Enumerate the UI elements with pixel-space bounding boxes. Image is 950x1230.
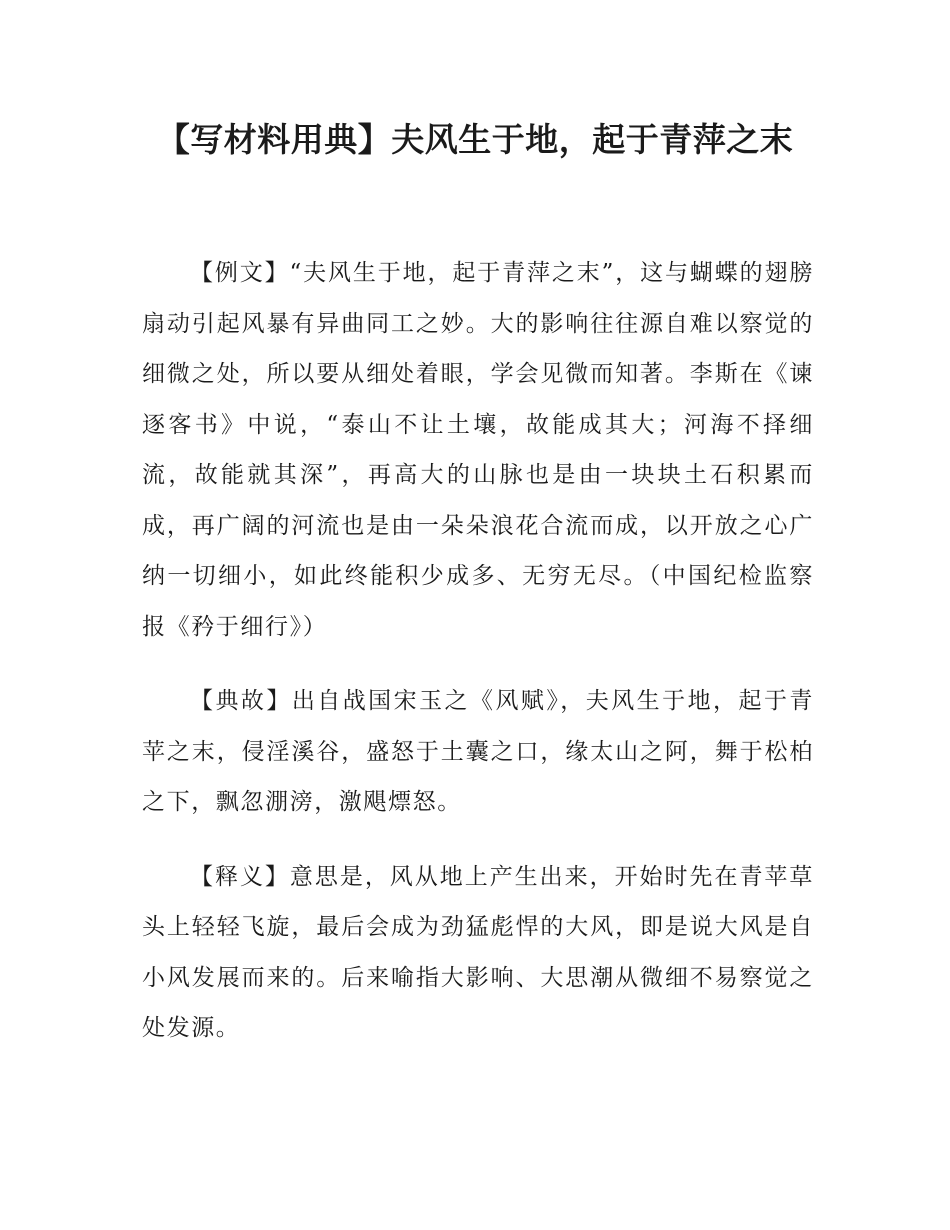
document-title: 【写材料用典】夫风生于地，起于青萍之末 <box>156 120 794 159</box>
meaning-paragraph: 【释义】意思是，风从地上产生出来，开始时先在青苹草头上轻轻飞旋，最后会成为劲猛彪悍的大风，即是说大风是自小风发展而来的。后来喻指大影响、大思潮从微细不易察觉之处发源。 <box>142 863 814 1041</box>
allusion-paragraph: 【典故】出自战国宋玉之《风赋》，夫风生于地，起于青苹之末，侵淫溪谷，盛怒于土囊之口，缘太山之阿，舞于松柏之下，飘忽淜滂，激飓熛怒。 <box>142 688 814 815</box>
document-body <box>142 248 814 1078</box>
example-paragraph: 【例文】“夫风生于地，起于青萍之末”，这与蝴蝶的翅膀扇动引起风暴有异曲同工之妙。大的影响往往源自难以察觉的细微之处，所以要从细处着眼，学会见微而知著。李斯在《谏逐客书》中说，“泰山不让土壤，故能成其大；河海不择细流，故能就其深”，再高大的山脉也是由一块块土石积累而成，再广阔的河流也是由一朵朵浪花合流而成，以开放之心广纳一切细小，如此终能积少成多、无穷无尽。（中国纪检监察报《矜于细行》） <box>142 260 814 640</box>
